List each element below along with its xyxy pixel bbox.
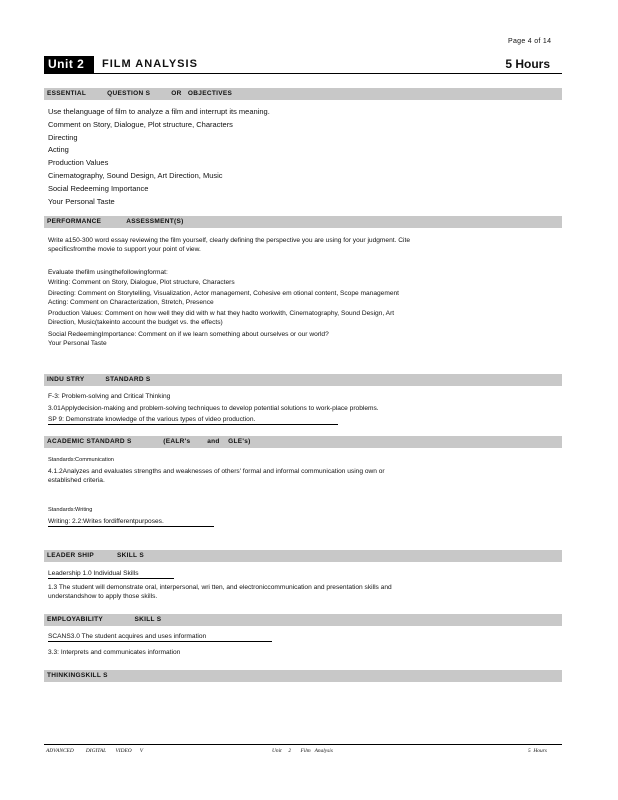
employability-line: 3.3: Interprets and communicates information — [48, 649, 181, 656]
performance-line: Directing: Comment on Storytelling, Visualization, Actor management, Cohesive em otional content, Scope management — [48, 289, 399, 297]
unit-label: Unit 2 — [44, 56, 94, 73]
leadership-skills-body — [48, 569, 558, 601]
academic-standards-heading: ACADEMIC STANDARD S (EALR's and GLE's) — [44, 436, 562, 448]
unit-header — [44, 56, 562, 73]
academic-line: Standards:Writing — [48, 506, 93, 513]
performance-line: Your Personal Taste — [48, 339, 107, 347]
footer-hours: 5 Hours — [528, 748, 547, 754]
performance-assessment-heading: PERFORMANCE ASSESSMENT(S) — [44, 216, 562, 228]
essential-line: Your Personal Taste — [48, 196, 115, 206]
performance-line: Social RedeemingImportance: Comment on if we learn something about ourselves or our world? — [48, 330, 329, 338]
performance-line: Evaluate thefilm usingthefollowingformat: — [48, 269, 168, 277]
essential-line: Directing — [48, 132, 78, 142]
unit-hours: 5 Hours — [505, 57, 550, 71]
employability-line: SCANS3.0 The student acquires and uses information — [48, 632, 272, 642]
footer-course: ADVANCED DIGITAL VIDEO V — [46, 748, 144, 754]
academic-line: 4.1.2Analyzes and evaluates strengths and weaknesses of others' formal and informal communication using own or — [48, 468, 385, 476]
performance-line: Writing: Comment on Story, Dialogue, Plot structure, Characters — [48, 278, 235, 286]
industry-line: F-3: Problem-solving and Critical Thinking — [48, 393, 171, 400]
academic-line: established criteria. — [48, 477, 105, 485]
academic-line: Standards:Communication — [48, 457, 114, 463]
performance-line: Direction, Music(takeinto account the budget vs. the effects) — [48, 319, 223, 327]
footer-unit: Unit 2 Film Analysis — [272, 748, 333, 754]
academic-line: Writing: 2.2:Writes fordifferentpurposes. — [48, 517, 214, 527]
essential-line: Use thelanguage of film to analyze a film and interrupt its meaning. — [48, 107, 270, 116]
footer-divider — [44, 744, 562, 745]
essential-line: Social Redeeming Importance — [48, 183, 149, 193]
essential-questions-body — [48, 106, 558, 208]
industry-standards-heading: INDU STRY STANDARD S — [44, 374, 562, 386]
thinking-skills-heading: THINKINGSKILL S — [44, 670, 562, 682]
employability-skills-body — [48, 632, 558, 657]
essential-line: Acting — [48, 145, 69, 155]
essential-questions-heading: ESSENTIAL QUESTION S OR OBJECTIVES — [44, 88, 562, 100]
performance-line: Acting: Comment on Characterization, Stretch, Presence — [48, 299, 214, 307]
performance-line: Production Values: Comment on how well they did with w hat they hadto workwith, Cinematography, Sound Design, Art — [48, 310, 395, 318]
academic-standards-body — [48, 456, 558, 527]
page-number: Page 4 of 14 — [508, 38, 552, 45]
unit-divider — [44, 73, 562, 74]
essential-line: Production Values — [48, 158, 109, 168]
leadership-skills-heading: LEADER SHIP SKILL S — [44, 550, 562, 562]
employability-skills-heading: EMPLOYABILITY SKILL S — [44, 614, 562, 626]
performance-spacer — [48, 254, 558, 268]
industry-line: 3.01Applydecision-making and problem-solving techniques to develop potential solutions to work-place problems. — [48, 405, 379, 413]
industry-standards-body — [48, 392, 558, 425]
leadership-line: understandshow to apply those skills. — [48, 593, 158, 601]
essential-line: Comment on Story, Dialogue, Plot structure, Characters — [48, 119, 233, 129]
industry-line: SP 9: Demonstrate knowledge of the various types of video production. — [48, 415, 338, 425]
unit-title: FILM ANALYSIS — [102, 58, 198, 70]
leadership-line: Leadership 1.0 Individual Skills — [48, 569, 174, 579]
essential-line: Cinematography, Sound Design, Art Direction, Music — [48, 170, 223, 180]
performance-line: specificsfromthe movie to support your point of view. — [48, 246, 201, 254]
performance-line: Write a150-300 word essay reviewing the film yourself, clearly defining the perspective you are using for your judgment. Cite — [48, 237, 410, 244]
leadership-line: 1.3 The student will demonstrate oral, interpersonal, wri tten, and electroniccommunication and presentation skills and — [48, 584, 392, 591]
performance-assessment-body — [48, 236, 558, 348]
